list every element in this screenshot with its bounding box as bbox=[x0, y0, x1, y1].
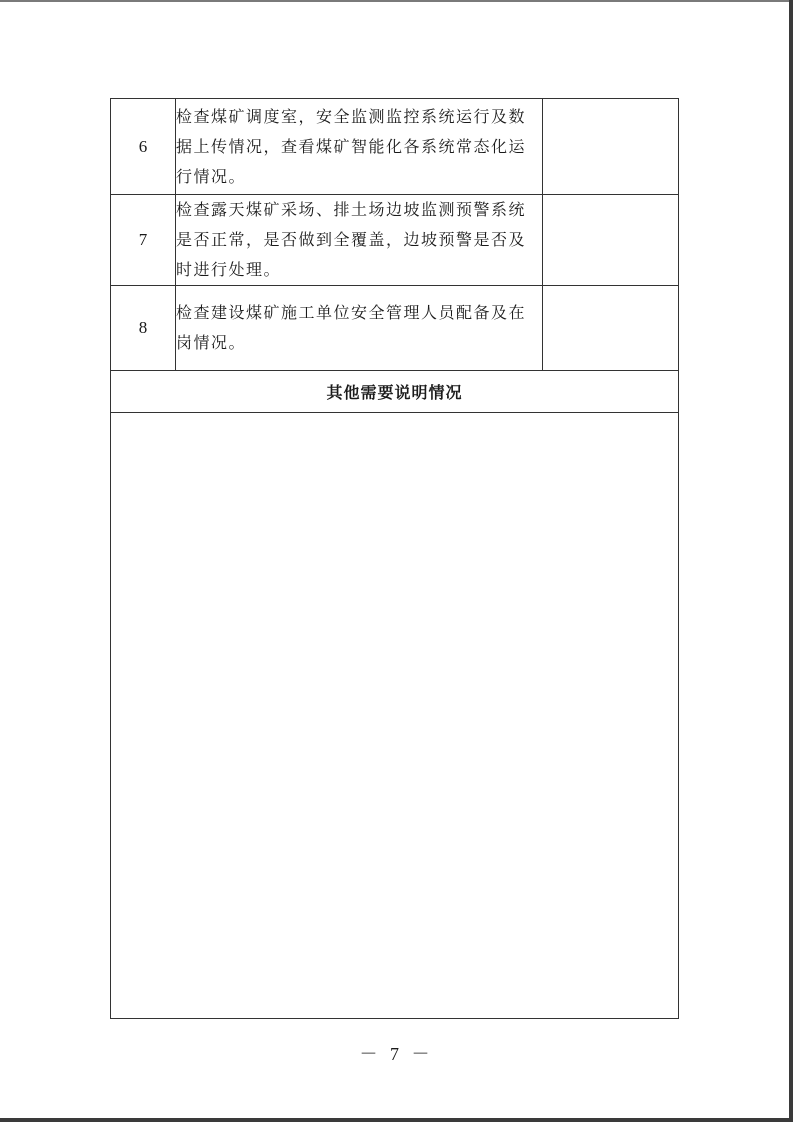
table-row bbox=[111, 286, 679, 371]
row-description: 检查建设煤矿施工单位安全管理人员配备及在岗情况。 bbox=[176, 286, 543, 371]
row-result-cell bbox=[543, 195, 679, 286]
row-number: 7 bbox=[111, 195, 176, 286]
other-section-title: 其他需要说明情况 bbox=[111, 371, 679, 413]
row-number: 6 bbox=[111, 99, 176, 195]
scan-edge-top bbox=[0, 0, 793, 2]
section-header-row bbox=[111, 371, 679, 413]
row-description: 检查露天煤矿采场、排土场边坡监测预警系统是否正常，是否做到全覆盖，边坡预警是否及时进行处理。 bbox=[176, 195, 543, 286]
page-number: － 7 － bbox=[359, 1044, 434, 1064]
other-section-content bbox=[111, 413, 679, 1019]
scan-edge-bottom bbox=[0, 1118, 793, 1122]
table-row bbox=[111, 195, 679, 286]
table-row bbox=[111, 99, 679, 195]
inspection-table bbox=[110, 98, 679, 1019]
row-number: 8 bbox=[111, 286, 176, 371]
other-section-body-row bbox=[111, 413, 679, 1019]
row-result-cell bbox=[543, 286, 679, 371]
row-description: 检查煤矿调度室，安全监测监控系统运行及数据上传情况，查看煤矿智能化各系统常态化运行情况。 bbox=[176, 99, 543, 195]
scan-edge-right bbox=[789, 0, 793, 1122]
row-result-cell bbox=[543, 99, 679, 195]
